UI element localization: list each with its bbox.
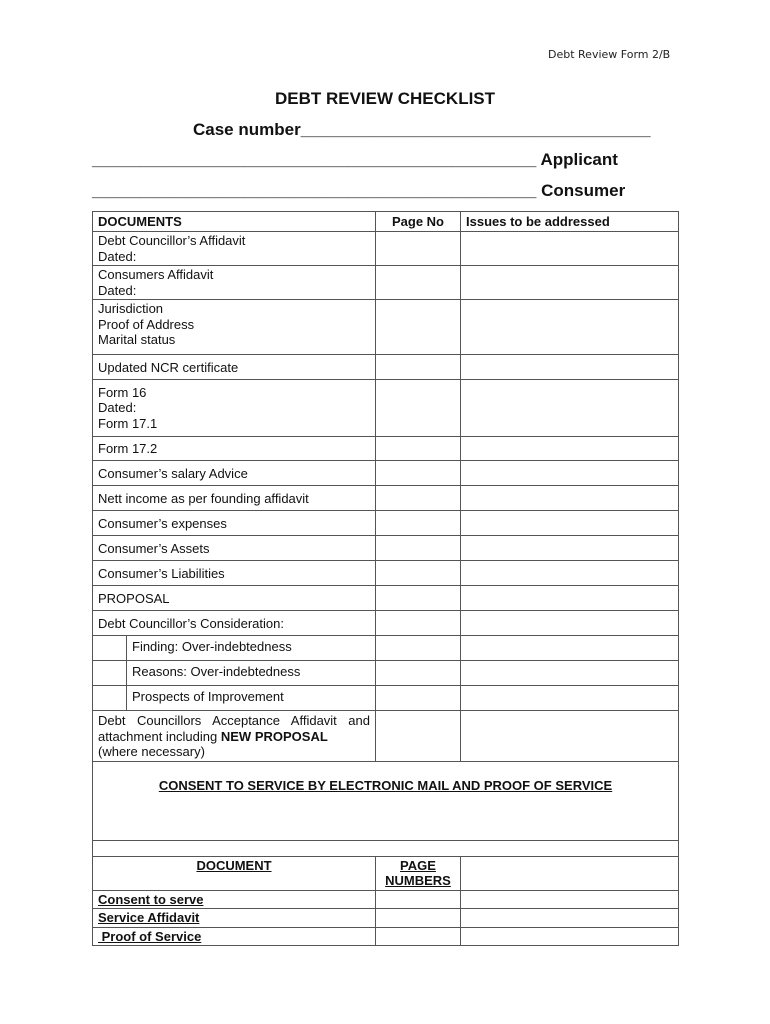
document-label: Reasons: Over-indebtedness (132, 664, 301, 679)
consent-doc-cell: Proof of Service (93, 927, 376, 946)
issues-cell[interactable] (461, 686, 679, 711)
case-number-line (193, 120, 651, 140)
page-no-cell[interactable] (376, 266, 461, 300)
page-no-cell[interactable] (376, 300, 461, 355)
document-label: PROPOSAL (98, 591, 170, 606)
table-row (93, 561, 679, 586)
page-no-cell[interactable] (376, 379, 461, 437)
issues-cell[interactable] (461, 232, 679, 266)
document-cell (93, 711, 376, 762)
consumer-blank[interactable]: _______________________________________________ (92, 181, 537, 200)
page-no-cell[interactable] (376, 686, 461, 711)
blank-row (93, 840, 679, 856)
document-label: Updated NCR certificate (98, 359, 239, 375)
table-row (93, 511, 679, 536)
consent-heading-row (93, 761, 679, 840)
page-no-cell[interactable] (376, 586, 461, 611)
document-label: Nett income as per founding affidavit (98, 491, 309, 506)
document-cell (93, 686, 376, 711)
blank-cell (93, 840, 679, 856)
consumer-label: Consumer (541, 181, 626, 200)
page-no-cell[interactable] (376, 461, 461, 486)
applicant-label: Applicant (540, 150, 618, 169)
table-row (93, 909, 679, 928)
table-row (93, 661, 679, 686)
issues-cell[interactable] (461, 536, 679, 561)
document-label: Marital status (98, 332, 176, 347)
document-label: Debt Councillor’s Consideration: (98, 616, 284, 631)
header-page-numbers (376, 856, 461, 890)
document-cell (93, 636, 376, 661)
issues-cell[interactable] (461, 636, 679, 661)
table-row (93, 232, 679, 266)
issues-cell[interactable] (461, 561, 679, 586)
applicant-line (92, 150, 618, 170)
page-no-cell[interactable] (376, 927, 461, 946)
consent-heading: CONSENT TO SERVICE BY ELECTRONIC MAIL AND PROOF OF SERVICE (93, 761, 679, 840)
table-row (93, 354, 679, 379)
issues-cell[interactable] (461, 927, 679, 946)
table-row (93, 586, 679, 611)
header-page-numbers-line2: NUMBERS (385, 873, 451, 888)
document-label: (where necessary) (98, 744, 205, 759)
page-no-cell[interactable] (376, 511, 461, 536)
table-row (93, 486, 679, 511)
page-no-cell[interactable] (376, 561, 461, 586)
document-label: Debt Councillor’s Affidavit (98, 233, 246, 248)
issues-cell[interactable] (461, 266, 679, 300)
page-no-cell[interactable] (376, 232, 461, 266)
document-cell (93, 379, 376, 437)
consent-doc-cell: Service Affidavit (93, 909, 376, 928)
issues-cell[interactable] (461, 909, 679, 928)
document-cell (93, 266, 376, 300)
table-header-row (93, 212, 679, 232)
document-label: Consumer’s Liabilities (98, 566, 225, 581)
document-label: Consumer’s expenses (98, 516, 227, 531)
document-cell (93, 437, 376, 461)
document-label: Form 17.2 (98, 441, 158, 456)
page-no-cell[interactable] (376, 611, 461, 636)
document-cell (93, 561, 376, 586)
document-label: Dated: (98, 282, 137, 298)
header-blank (461, 856, 679, 890)
header-documents: DOCUMENTS (93, 212, 376, 232)
document-cell (93, 611, 376, 636)
document-cell (93, 300, 376, 355)
document-label: Form 17.1 (98, 415, 158, 431)
document-cell (93, 536, 376, 561)
table-row (93, 611, 679, 636)
issues-cell[interactable] (461, 586, 679, 611)
table-row (93, 461, 679, 486)
document-cell (93, 511, 376, 536)
page-no-cell[interactable] (376, 661, 461, 686)
document-label: Finding: Over-indebtedness (132, 639, 292, 654)
document-label: Dated: (98, 248, 137, 264)
table-row (93, 266, 679, 300)
document-label: Consumer’s salary Advice (98, 466, 248, 481)
page-title: DEBT REVIEW CHECKLIST (274, 89, 496, 108)
issues-cell[interactable] (461, 437, 679, 461)
document-label-bold: NEW PROPOSAL (220, 728, 328, 744)
page-no-cell[interactable] (376, 890, 461, 909)
case-number-label: Case number (193, 120, 301, 139)
document-cell (93, 586, 376, 611)
issues-cell[interactable] (461, 511, 679, 536)
page-no-cell[interactable] (376, 486, 461, 511)
document-cell (93, 461, 376, 486)
applicant-blank[interactable]: _______________________________________________ (92, 150, 537, 169)
page-no-cell[interactable] (376, 711, 461, 762)
table-row (93, 300, 679, 355)
page-no-cell[interactable] (376, 636, 461, 661)
page-no-cell[interactable] (376, 354, 461, 379)
table-row (93, 927, 679, 946)
document-label: Form 16 (98, 384, 147, 400)
header-page-no: Page No (376, 212, 461, 232)
document-cell (93, 354, 376, 379)
issues-cell[interactable] (461, 711, 679, 762)
issues-cell[interactable] (461, 354, 679, 379)
form-reference: Debt Review Form 2/B (548, 48, 671, 61)
table-row (93, 379, 679, 437)
issues-cell[interactable] (461, 890, 679, 909)
document-label: Dated: (98, 400, 137, 415)
table-row (93, 536, 679, 561)
document-cell (93, 232, 376, 266)
page-no-cell[interactable] (376, 536, 461, 561)
issues-cell[interactable] (461, 661, 679, 686)
checklist-table (92, 211, 679, 946)
header-document: DOCUMENT (93, 856, 376, 890)
table-row (93, 890, 679, 909)
document-label: Debt Councillors Acceptance Affidavit and attachment including (98, 713, 370, 744)
header-page-numbers-line1: PAGE (400, 857, 436, 873)
document-label: Consumers Affidavit (98, 267, 214, 282)
table-row (93, 686, 679, 711)
document-label: Consumer’s Assets (98, 541, 210, 556)
consent-doc-cell: Consent to serve (93, 890, 376, 909)
issues-cell[interactable] (461, 379, 679, 437)
consent-doc-header-row (93, 856, 679, 890)
issues-cell[interactable] (461, 461, 679, 486)
page-no-cell[interactable] (376, 437, 461, 461)
table-row (93, 437, 679, 461)
document-label: Jurisdiction (98, 301, 164, 316)
issues-cell[interactable] (461, 300, 679, 355)
document-label: Proof of Address (98, 316, 195, 332)
document-cell (93, 661, 376, 686)
document-cell (93, 486, 376, 511)
document-label: Prospects of Improvement (132, 689, 284, 704)
table-row (93, 636, 679, 661)
header-issues: Issues to be addressed (461, 212, 679, 232)
issues-cell[interactable] (461, 486, 679, 511)
case-number-blank[interactable]: _____________________________________ (300, 120, 651, 139)
consumer-line (92, 181, 625, 201)
table-row (93, 711, 679, 762)
issues-cell[interactable] (461, 611, 679, 636)
page-no-cell[interactable] (376, 909, 461, 928)
